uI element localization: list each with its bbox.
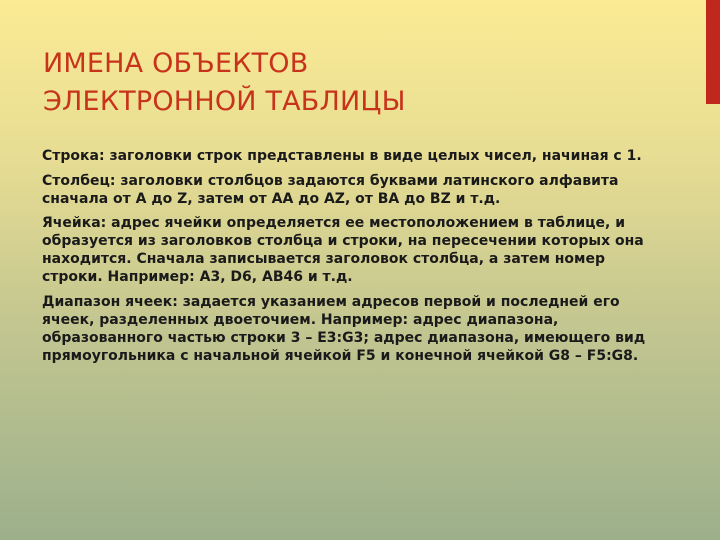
- slide-body: [42, 147, 652, 371]
- slide-title: [43, 45, 683, 121]
- paragraph-range: Диапазон ячеек: задается указанием адресов первой и последней его ячеек, разделенных двоеточием. Например: адрес диапазона, образованного частью строки 3 – E3:G3; адрес диапазона, имеющего вид прямоугольника с начальной ячейкой F5 и конечной ячейкой G8 – F5:G8.: [42, 293, 646, 364]
- paragraph-cell: Ячейка: адрес ячейки определяется ее местоположением в таблице, и образуется из заголовков столбца и строки, на пересечении которых она находится. Сначала записывается заголовок столбца, а затем номер строки. Например: A3, D6, AB46 и т.д.: [42, 215, 644, 285]
- slide-title-line-1: ИМЕНА ОБЪЕКТОВ: [43, 48, 309, 79]
- paragraph-column: Столбец: заголовки столбцов задаются буквами латинского алфавита сначала от А до Z, затем от АА до AZ, от ВА до BZ и т.д.: [42, 172, 619, 207]
- accent-bar: [706, 0, 720, 104]
- paragraph-row: Строка: заголовки строк представлены в виде целых чисел, начиная с 1.: [42, 148, 642, 164]
- slide-title-line-2: ЭЛЕКТРОННОЙ ТАБЛИЦЫ: [43, 86, 406, 117]
